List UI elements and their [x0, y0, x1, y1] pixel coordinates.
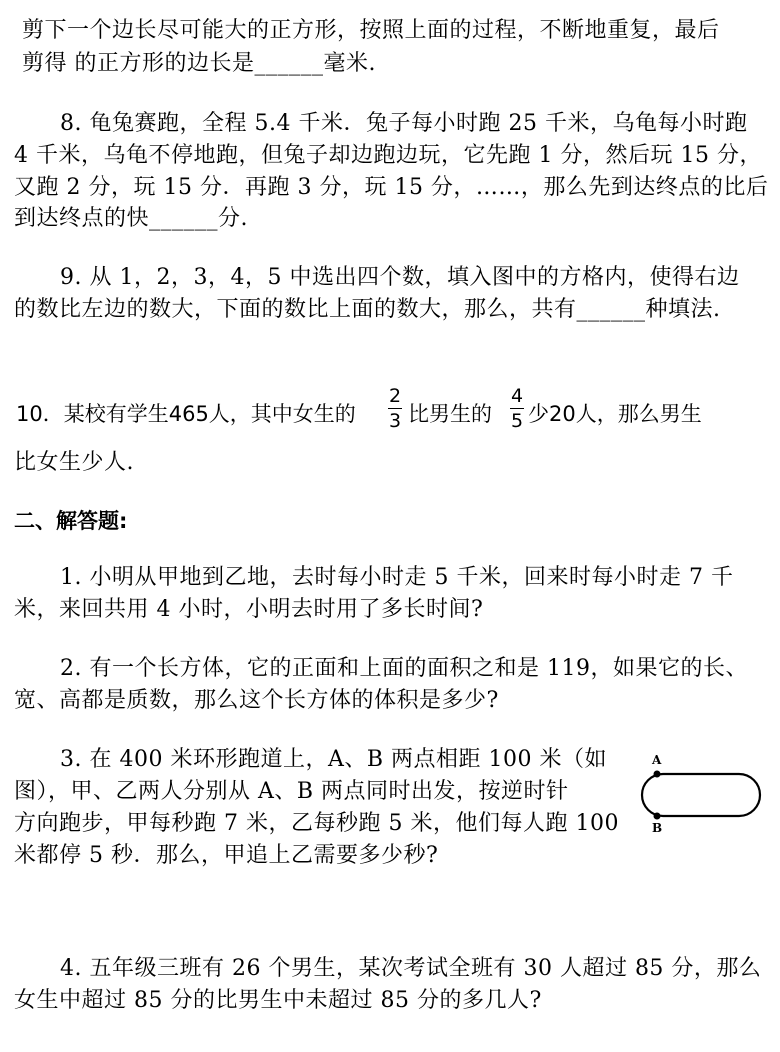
a2-line-2: 宽、高都是质数，那么这个长方体的体积是多少? [14, 688, 499, 713]
q10-fraction-2 [509, 386, 525, 431]
q7-line-1: 剪下一个边长尽可能大的正方形，按照上面的过程，不断地重复，最后 [22, 18, 720, 43]
q10-fraction-1-denominator: 3 [388, 410, 402, 432]
fraction-bar [388, 408, 402, 409]
track-oval [642, 774, 760, 816]
section-title: 二、解答题: [14, 509, 128, 533]
point-a-marker [654, 771, 661, 778]
a3-line-4: 米都停 5 秒．那么，甲追上乙需要多少秒? [14, 843, 439, 868]
q10-text-part-2: 比男生的 [408, 402, 492, 426]
a1-line-2: 米，来回共用 4 小时，小明去时用了多长时间? [14, 597, 484, 622]
fraction-bar [510, 408, 524, 409]
q10-fraction-1-numerator: 2 [388, 385, 402, 407]
q10-fraction-2-denominator: 5 [510, 410, 524, 432]
q9-line-1: 9. 从 1，2，3，4，5 中选出四个数，填入图中的方格内，使得右边 [60, 265, 740, 290]
q8-line-2: 4 千米，乌龟不停地跑，但兔子却边跑边玩，它先跑 1 分，然后玩 15 分， [14, 143, 762, 168]
a3-line-3: 方向跑步，甲每秒跑 7 米，乙每秒跑 5 米，他们每人跑 100 [14, 811, 619, 836]
a3-line-1: 3. 在 400 米环形跑道上，A、B 两点相距 100 米（如 [60, 747, 607, 772]
a4-line-1: 4. 五年级三班有 26 个男生，某次考试全班有 30 人超过 85 分，那么 [60, 956, 762, 981]
a1-line-1: 1. 小明从甲地到乙地，去时每小时走 5 千米，回来时每小时走 7 千 [60, 565, 734, 590]
q8-line-3: 又跑 2 分，玩 15 分．再跑 3 分，玩 15 分，……，那么先到达终点的比后 [14, 175, 769, 200]
q10-line-2: 比女生少人. [14, 450, 134, 475]
q9-line-2: 的数比左边的数大，下面的数比上面的数大，那么，共有______种填法. [14, 297, 721, 322]
q10-fraction-2-numerator: 4 [510, 385, 524, 407]
q10-fraction-1 [387, 386, 403, 431]
q10-text-part-3: 少20人，那么男生 [528, 402, 702, 426]
a3-line-2: 图），甲、乙两人分别从 A、B 两点同时出发，按逆时针 [14, 779, 569, 804]
label-b: B [652, 821, 663, 835]
running-track-figure [636, 748, 766, 838]
label-a: A [652, 753, 662, 767]
a2-line-1: 2. 有一个长方体，它的正面和上面的面积之和是 119，如果它的长、 [60, 656, 748, 681]
q10-text-part-1: 10．某校有学生465人，其中女生的 [16, 402, 356, 426]
a4-line-2: 女生中超过 85 分的比男生中未超过 85 分的多几人? [14, 988, 542, 1013]
point-b-marker [654, 813, 661, 820]
q7-line-2: 剪得 的正方形的边长是______毫米. [22, 51, 376, 76]
q8-line-1: 8. 龟兔赛跑，全程 5.4 千米．兔子每小时跑 25 千米，乌龟每小时跑 [60, 111, 748, 136]
q8-line-4: 到达终点的快______分. [14, 206, 248, 231]
